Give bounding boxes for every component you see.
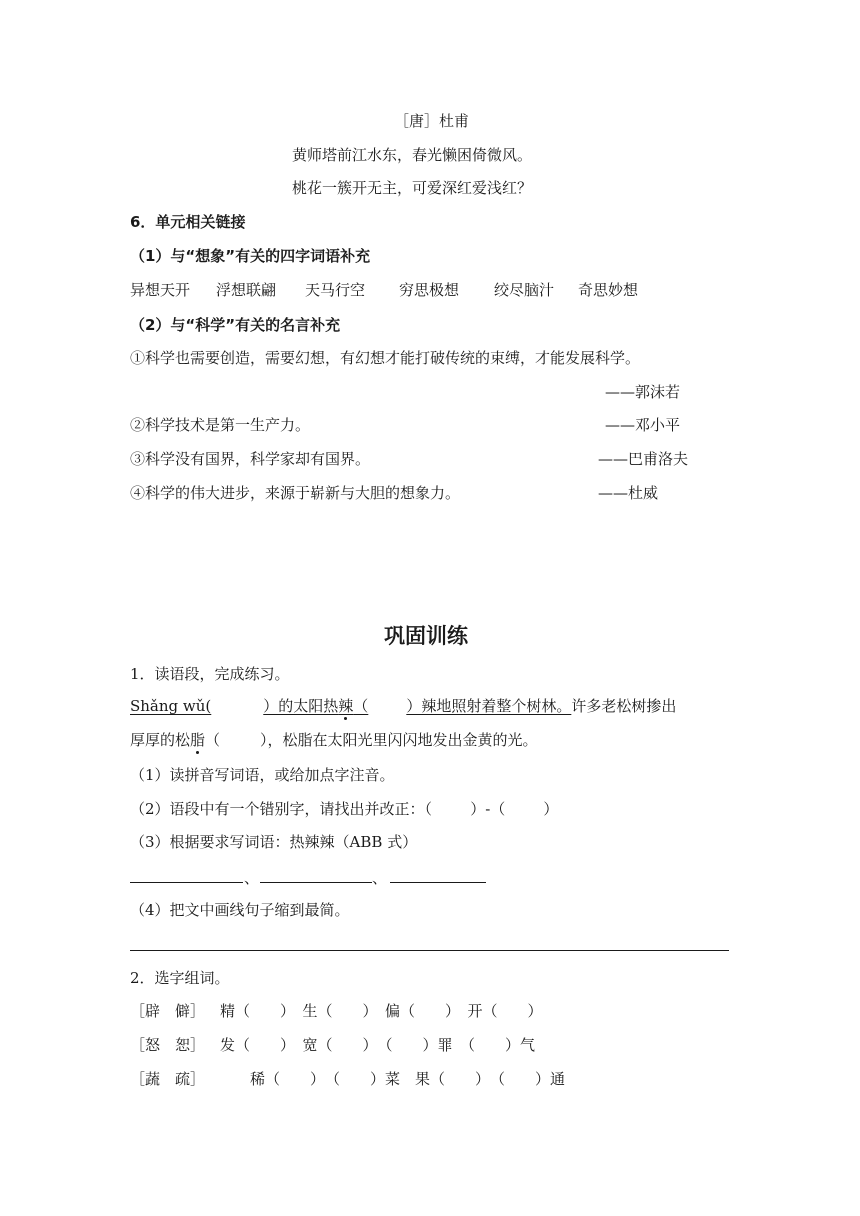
separator: 、 [244, 869, 260, 887]
quote-text: ①科学也需要创造，需要幻想，有幻想才能打破传统的束缚，才能发展科学。 [130, 349, 641, 367]
idiom: 天马行空 [305, 281, 366, 299]
quote-author: ——郭沫若 [605, 383, 681, 401]
quote-author: ——邓小平 [605, 416, 681, 434]
question-1-part-1: （1）读拼音写词语，或给加点字注音。 [130, 766, 395, 784]
quote-text: ④科学的伟大进步，来源于崭新与大胆的想象力。 [130, 484, 461, 502]
answer-line[interactable] [130, 950, 729, 951]
question-1-part-2: （2）语段中有一个错别字，请找出并改正：（ ）-（ ） [130, 800, 559, 818]
idiom: 奇思妙想 [578, 281, 639, 299]
poem-line-1: 黄师塔前江水东，春光懒困倚微风。 [292, 146, 533, 164]
answer-blank[interactable] [130, 882, 243, 883]
poem-line-2: 桃花一簇开无主，可爱深红爱浅红？ [292, 179, 533, 197]
char-pair: ［怒 恕］ [130, 1036, 206, 1054]
idiom: 绞尽脑汁 [494, 281, 555, 299]
word-blanks: 稀（ ） （ ）菜 果（ ） （ ）通 [250, 1070, 566, 1088]
answer-blank[interactable] [390, 882, 486, 883]
passage-line-1: Shǎng wǔ( ）的太阳热辣（ ）辣地照射着整个树林。许多老松树掺出 [130, 697, 677, 715]
subheading-science: （2）与“科学”有关的名言补充 [130, 316, 341, 334]
question-1-part-3: （3）根据要求写词语：热辣辣（ABB 式） [130, 833, 418, 851]
quote-author: ——杜威 [598, 484, 659, 502]
question-1-prompt: 1．读语段，完成练习。 [130, 665, 290, 683]
separator: 、 [372, 869, 388, 887]
poem-author: ［唐］杜甫 [394, 112, 470, 130]
char-pair: ［蔬 疏］ [130, 1070, 206, 1088]
idiom: 浮想联翩 [216, 281, 277, 299]
word-blanks: 发（ ） 宽（ ） （ ）罪 （ ）气 [220, 1036, 536, 1054]
section-title: 巩固训练 [384, 624, 468, 648]
word-blanks: 精（ ） 生（ ） 偏（ ） 开（ ） [220, 1002, 543, 1020]
section-heading: 6．单元相关链接 [130, 213, 246, 231]
passage-line-2: 厚厚的松脂（ ），松脂在太阳光里闪闪地发出金黄的光。 [130, 731, 538, 749]
answer-blank[interactable] [260, 882, 372, 883]
question-1-part-4: （4）把文中画线句子缩到最简。 [130, 901, 350, 919]
quote-text: ②科学技术是第一生产力。 [130, 416, 311, 434]
question-2-prompt: 2．选字组词。 [130, 969, 230, 987]
subheading-imagination: （1）与“想象”有关的四字词语补充 [130, 247, 371, 265]
quote-text: ③科学没有国界，科学家却有国界。 [130, 450, 371, 468]
idiom: 穷思极想 [399, 281, 460, 299]
quote-author: ——巴甫洛夫 [598, 450, 689, 468]
idiom: 异想天开 [130, 281, 191, 299]
char-pair: ［辟 僻］ [130, 1002, 206, 1020]
